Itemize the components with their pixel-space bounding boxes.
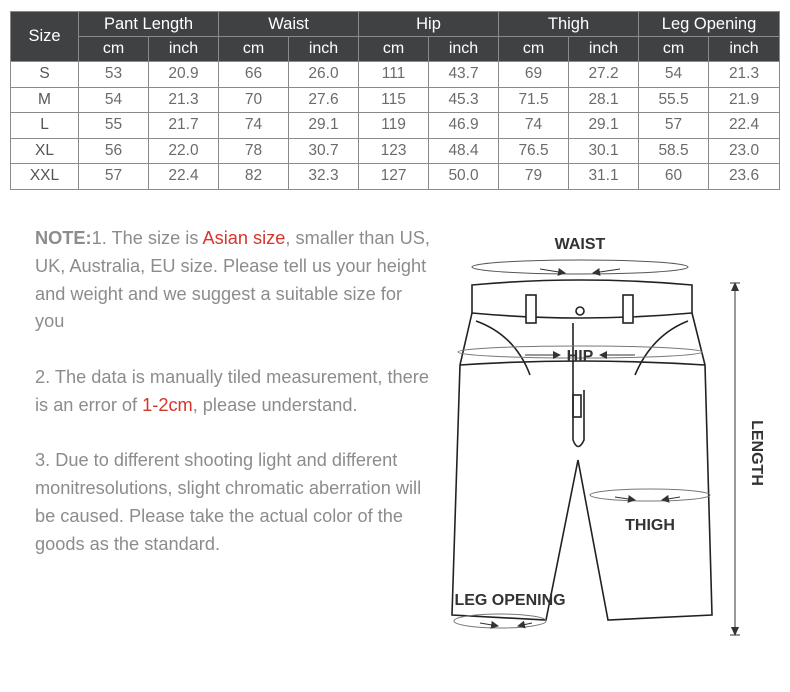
table-cell: 66	[219, 62, 289, 88]
table-cell: 21.9	[709, 87, 780, 113]
table-cell: 32.3	[289, 164, 359, 190]
unit-cm-header: cm	[359, 37, 429, 62]
size-cell: S	[11, 62, 79, 88]
table-cell: 82	[219, 164, 289, 190]
unit-inch-header: inch	[709, 37, 780, 62]
header-row-groups	[11, 12, 780, 37]
table-cell: 45.3	[429, 87, 499, 113]
header-row-units	[11, 37, 780, 62]
table-cell: 23.0	[709, 138, 780, 164]
table-cell: 27.2	[569, 62, 639, 88]
table-cell: 55.5	[639, 87, 709, 113]
table-cell: 69	[499, 62, 569, 88]
table-row	[11, 113, 780, 139]
table-cell: 57	[79, 164, 149, 190]
waist-label: WAIST	[554, 236, 606, 253]
note-1: NOTE:1. The size is Asian size, smaller than US, UK, Australia, EU size. Please tell us your height and weight and we suggest a suitable size for you	[35, 228, 430, 332]
leg-opening-header: Leg Opening	[639, 12, 780, 37]
hip-label: HIP	[566, 348, 594, 365]
table-cell: 48.4	[429, 138, 499, 164]
table-cell: 74	[499, 113, 569, 139]
notes-section	[35, 225, 435, 586]
size-cell: XXL	[11, 164, 79, 190]
table-cell: 43.7	[429, 62, 499, 88]
table-cell: 21.3	[709, 62, 780, 88]
pants-measurement-diagram	[430, 225, 780, 665]
size-cell: L	[11, 113, 79, 139]
table-cell: 28.1	[569, 87, 639, 113]
thigh-label: THIGH	[625, 517, 675, 534]
table-cell: 79	[499, 164, 569, 190]
table-cell: 29.1	[569, 113, 639, 139]
thigh-measure	[590, 489, 710, 534]
table-row	[11, 164, 780, 190]
leg-opening-measure	[454, 592, 566, 628]
unit-inch-header: inch	[569, 37, 639, 62]
table-cell: 119	[359, 113, 429, 139]
unit-cm-header: cm	[219, 37, 289, 62]
table-cell: 58.5	[639, 138, 709, 164]
table-cell: 21.3	[149, 87, 219, 113]
table-cell: 115	[359, 87, 429, 113]
waist-header: Waist	[219, 12, 359, 37]
unit-inch-header: inch	[149, 37, 219, 62]
size-cell: M	[11, 87, 79, 113]
table-cell: 60	[639, 164, 709, 190]
unit-inch-header: inch	[429, 37, 499, 62]
thigh-header: Thigh	[499, 12, 639, 37]
table-cell: 70	[219, 87, 289, 113]
table-cell: 111	[359, 62, 429, 88]
table-cell: 78	[219, 138, 289, 164]
unit-cm-header: cm	[639, 37, 709, 62]
table-cell: 27.6	[289, 87, 359, 113]
table-cell: 55	[79, 113, 149, 139]
length-label: LENGTH	[748, 420, 765, 486]
note-2: 2. The data is manually tiled measurement, there is an error of 1-2cm, please understand.	[35, 366, 429, 415]
table-cell: 20.9	[149, 62, 219, 88]
table-cell: 71.5	[499, 87, 569, 113]
table-row	[11, 62, 780, 88]
table-cell: 22.0	[149, 138, 219, 164]
table-cell: 53	[79, 62, 149, 88]
table-cell: 123	[359, 138, 429, 164]
table-cell: 54	[639, 62, 709, 88]
table-cell: 23.6	[709, 164, 780, 190]
table-cell: 30.1	[569, 138, 639, 164]
unit-cm-header: cm	[499, 37, 569, 62]
note-label: NOTE:	[35, 228, 92, 248]
table-cell: 22.4	[709, 113, 780, 139]
error-range-highlight: 1-2cm	[142, 394, 193, 415]
table-cell: 76.5	[499, 138, 569, 164]
table-cell: 29.1	[289, 113, 359, 139]
table-cell: 56	[79, 138, 149, 164]
table-cell: 26.0	[289, 62, 359, 88]
table-cell: 50.0	[429, 164, 499, 190]
pants-outline	[452, 280, 712, 620]
table-cell: 57	[639, 113, 709, 139]
pant-length-header: Pant Length	[79, 12, 219, 37]
size-chart-table	[10, 11, 780, 190]
size-column-header: Size	[11, 12, 79, 62]
table-cell: 46.9	[429, 113, 499, 139]
table-cell: 74	[219, 113, 289, 139]
unit-inch-header: inch	[289, 37, 359, 62]
table-cell: 30.7	[289, 138, 359, 164]
leg-opening-label: LEG OPENING	[454, 592, 566, 609]
waist-measure	[472, 236, 688, 274]
table-cell: 127	[359, 164, 429, 190]
unit-cm-header: cm	[79, 37, 149, 62]
length-measure	[730, 282, 765, 636]
table-row	[11, 87, 780, 113]
table-cell: 22.4	[149, 164, 219, 190]
hip-header: Hip	[359, 12, 499, 37]
table-cell: 54	[79, 87, 149, 113]
table-cell: 31.1	[569, 164, 639, 190]
size-chart-body	[11, 62, 780, 190]
note-3: 3. Due to different shooting light and different monitresolutions, slight chromatic aberration will be caused. Please take the actual color of the goods as the standard.	[35, 450, 422, 554]
asian-size-highlight: Asian size	[202, 228, 286, 248]
size-cell: XL	[11, 138, 79, 164]
table-row	[11, 138, 780, 164]
table-cell: 21.7	[149, 113, 219, 139]
